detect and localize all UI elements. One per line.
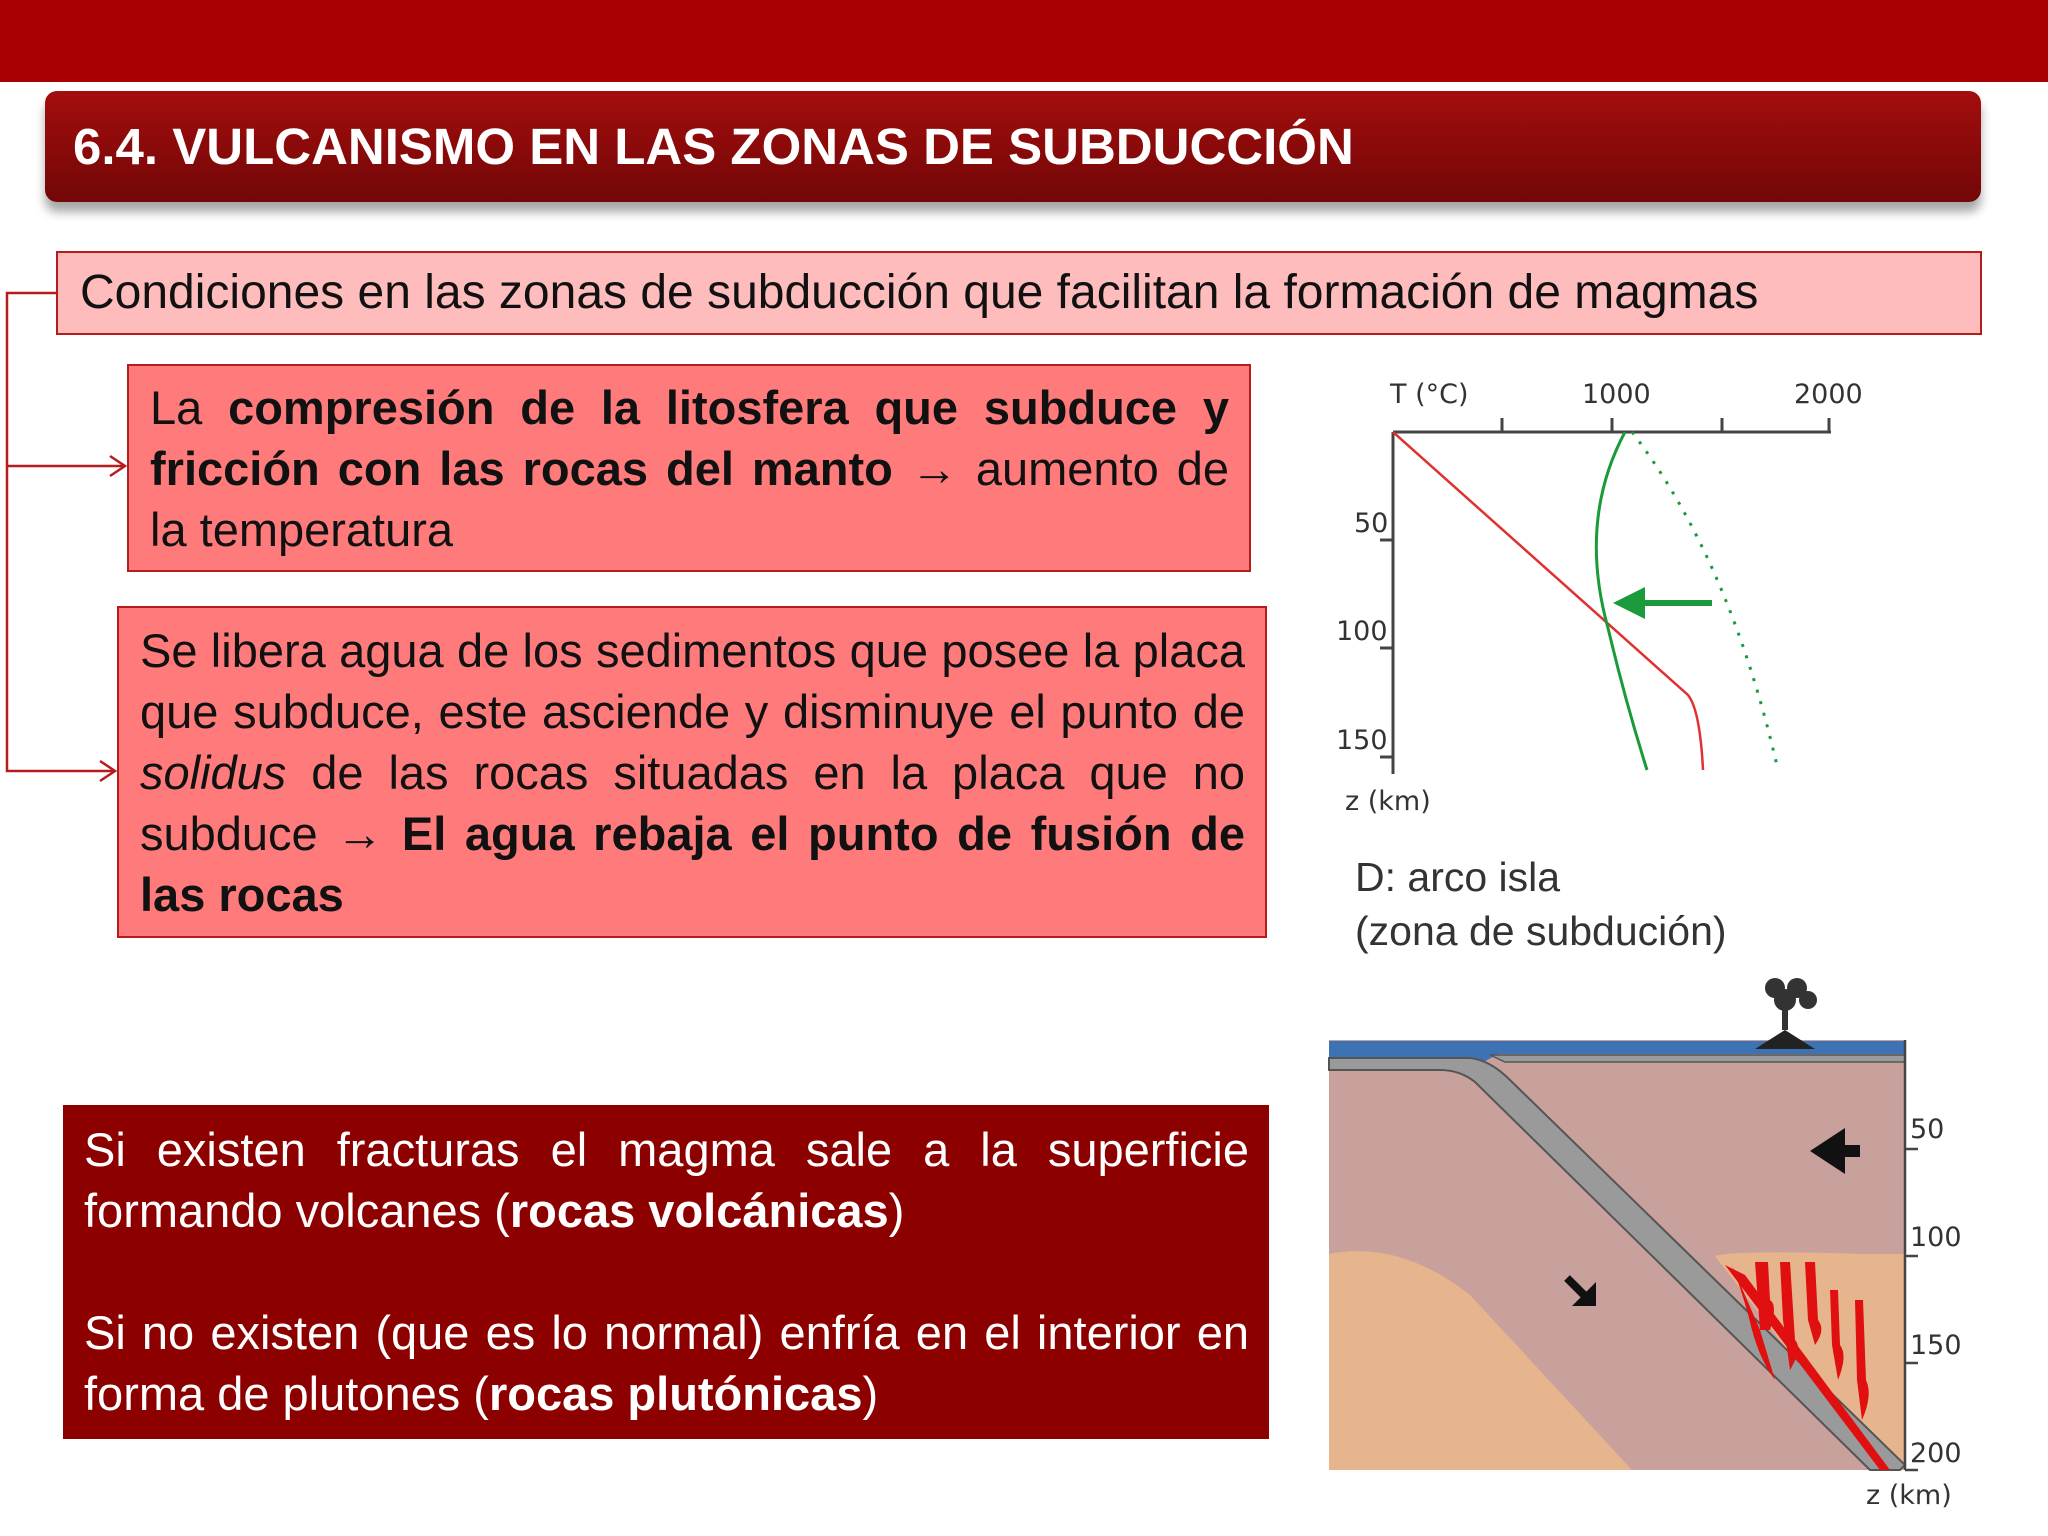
- box2-bold-1: El agua rebaja el punto de fusión de las rocas: [140, 807, 1245, 921]
- depth-tick-200: 200: [1910, 1438, 1962, 1469]
- p2-bold-1: rocas plutónicas: [488, 1367, 863, 1420]
- depth-tick-50: 50: [1910, 1114, 1945, 1145]
- box2-italic-1: solidus: [140, 746, 287, 799]
- box1-bold-1: compresión de la litosfera que subduce y fricción con las rocas del manto: [150, 381, 1229, 495]
- conditions-heading: Condiciones en las zonas de subducción que facilitan la formación de magmas: [56, 251, 1982, 335]
- slide-title: 6.4. VULCANISMO EN LAS ZONAS DE SUBDUCCIÓN: [45, 91, 1981, 202]
- p1-text-2: ): [888, 1184, 905, 1237]
- box2-text-1: Se libera agua de los sedimentos que posee la placa que subduce, este asciende y disminuye el punto de: [140, 624, 1245, 738]
- box1-text-2: → aumento de la temperatura: [150, 442, 1229, 556]
- volcano-icon: [1755, 1030, 1815, 1049]
- t-tick-2000: 2000: [1794, 379, 1863, 410]
- t-tick-1000: 1000: [1582, 379, 1651, 410]
- caption-line-2: (zona de subdución): [1355, 908, 1727, 954]
- caption-line-1: D: arco isla: [1355, 854, 1561, 900]
- overriding-crust: [1490, 1055, 1905, 1062]
- p2-text-1: Si no existen (que es lo normal) enfría en el interior en forma de plutones (: [84, 1306, 1249, 1420]
- box1-text-1: La: [150, 381, 229, 434]
- p1-text-1: Si existen fracturas el magma sale a la superficie formando volcanes (: [84, 1123, 1249, 1237]
- t-axis-label: T (°C): [1390, 379, 1469, 410]
- z-axis-label: z (km): [1345, 786, 1431, 817]
- p1-bold-1: rocas volcánicas: [509, 1184, 889, 1237]
- cross-section-z-label: z (km): [1866, 1480, 1952, 1511]
- z-tick-50: 50: [1354, 508, 1389, 539]
- z-tick-100: 100: [1336, 616, 1388, 647]
- depth-tick-100: 100: [1910, 1222, 1962, 1253]
- p2-text-2: ): [862, 1367, 879, 1420]
- depth-tick-150: 150: [1910, 1330, 1962, 1361]
- z-tick-150: 150: [1336, 725, 1388, 756]
- box2-text-2: de las rocas situadas en la placa que no subduce →: [140, 746, 1245, 860]
